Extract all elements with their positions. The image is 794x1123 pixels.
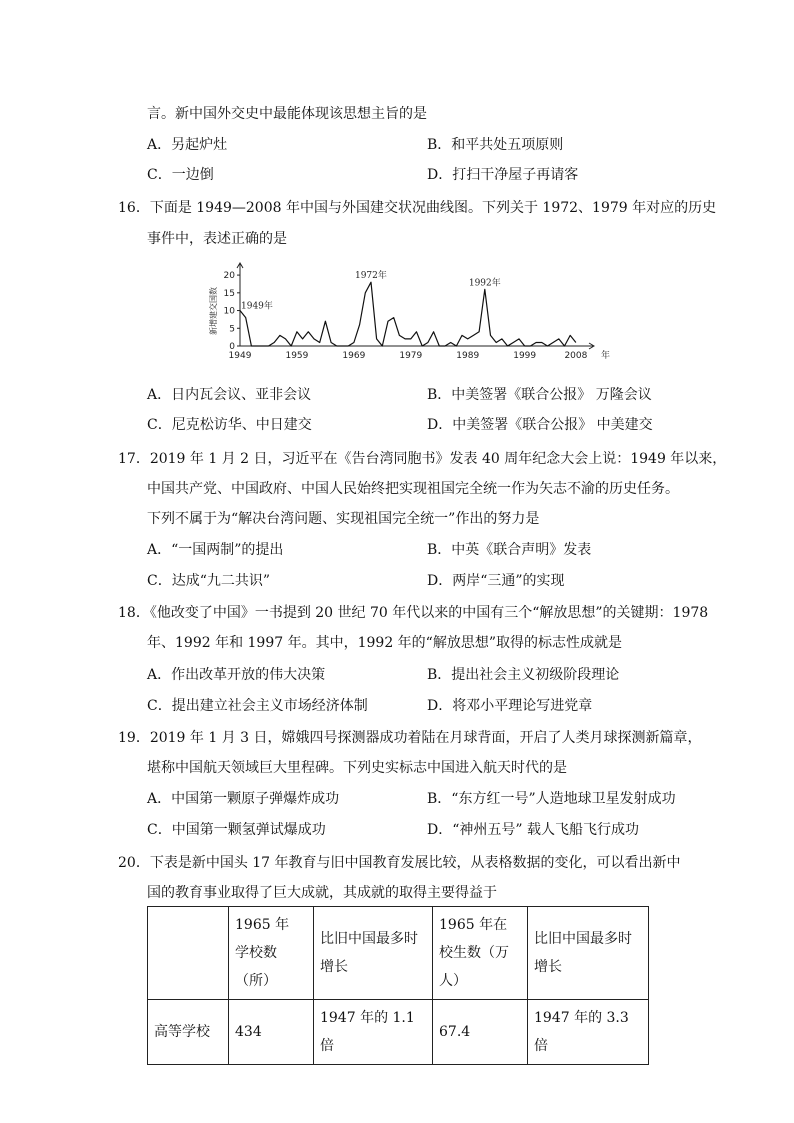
q18-stem-line1: 18．《他改变了中国》一书提到 20 世纪 70 年代以来的中国有三个“解放思想”的关键期：1978 — [118, 605, 709, 621]
y-tick-label: 20 — [223, 271, 235, 282]
x-tick-label: 1959 — [285, 351, 309, 361]
chart-annotations — [241, 269, 501, 311]
q18-option-d: D．将邓小平理论写进党章 — [427, 698, 593, 714]
q20-stem-line2: 国的教育事业取得了巨大成就，其成就的取得主要得益于 — [147, 885, 497, 901]
q16-stem-line1: 16．下面是 1949—2008 年中国与外国建交状况曲线图。下列关于 1972、1979 年对应的历史 — [118, 200, 717, 216]
table-header-cell: 比旧中国最多时增长 — [314, 907, 433, 1000]
q16-option-d: D．中美签署《联合公报》 中美建交 — [427, 417, 653, 433]
annotation-label: 1972年 — [354, 271, 387, 282]
diplomatic-relations-line-chart — [205, 262, 611, 370]
table-cell: 67.4 — [433, 1000, 528, 1065]
y-tick-label: 0 — [229, 342, 235, 352]
q17-option-b: B．中英《联合声明》发表 — [427, 542, 592, 558]
x-tick-label: 1969 — [342, 351, 366, 361]
table-cell: 1947 年的 3.3 倍 — [528, 1000, 649, 1065]
series-line — [240, 282, 576, 346]
q18-option-a: A．作出改革开放的伟大决策 — [147, 667, 326, 683]
q15-option-d: D．打扫干净屋子再请客 — [427, 167, 579, 183]
q15-stem: 言。新中国外交史中最能体现该思想主旨的是 — [147, 106, 427, 122]
x-tick-label: 1999 — [513, 351, 537, 361]
table-header-cell: 比旧中国最多时增长 — [528, 907, 649, 1000]
q17-stem-line1: 17．2019 年 1 月 2 日，习近平在《告台湾同胞书》发表 40 周年纪念大会上说：1949 年以来， — [118, 451, 727, 467]
q19-stem-line2: 堪称中国航天领域巨大里程碑。下列史实标志中国进入航天时代的是 — [147, 760, 567, 776]
q16-stem-line2: 事件中，表述正确的是 — [147, 231, 287, 247]
q19-option-d: D．“神州五号” 载人飞船飞行成功 — [427, 822, 639, 838]
q19-stem-line1: 19．2019 年 1 月 3 日，嫦娥四号探测器成功着陆在月球背面，开启了人类月球探测新篇章， — [118, 730, 702, 746]
q19-option-a: A．中国第一颗原子弹爆炸成功 — [147, 791, 340, 807]
q17-stem-line2: 中国共产党、中国政府、中国人民始终把实现祖国完全统一作为矢志不渝的历史任务。 — [147, 481, 679, 497]
x-tick-label: 1949 — [228, 351, 252, 361]
q16-option-c: C．尼克松访华、中日建交 — [147, 417, 312, 433]
chart-ticks — [208, 271, 610, 361]
x-tick-label: 2008 — [564, 351, 588, 361]
q19-option-b: B．“东方红一号”人造地球卫星发射成功 — [427, 791, 676, 807]
q18-stem-line2: 年、1992 年和 1997 年。其中，1992 年的“解放思想”取得的标志性成就是 — [147, 635, 623, 651]
chart-axes — [237, 263, 594, 349]
x-tick-label: 1989 — [456, 351, 480, 361]
q16-option-a: A．日内瓦会议、亚非会议 — [147, 387, 312, 403]
q17-option-a: A．“一国两制”的提出 — [147, 542, 284, 558]
chart-series — [240, 282, 576, 346]
q17-option-c: C．达成“九二共识” — [147, 573, 271, 589]
table-cell: 434 — [229, 1000, 314, 1065]
table-header-cell: 1965 年在校生数（万人） — [433, 907, 528, 1000]
q19-option-c: C．中国第一颗氢弹试爆成功 — [147, 822, 326, 838]
q15-option-c: C．一边倒 — [147, 167, 214, 183]
education-comparison-table — [147, 906, 649, 1065]
q17-option-d: D．两岸“三通”的实现 — [427, 573, 565, 589]
table-header-cell — [148, 907, 229, 1000]
q18-option-b: B．提出社会主义初级阶段理论 — [427, 667, 620, 683]
table-row — [148, 1000, 649, 1065]
x-tick-label: 1979 — [399, 351, 423, 361]
table-cell: 高等学校 — [148, 1000, 229, 1065]
q20-stem-line1: 20．下表是新中国头 17 年教育与旧中国教育发展比较，从表格数据的变化，可以看出新中 — [118, 855, 681, 871]
q15-option-b: B．和平共处五项原则 — [427, 137, 564, 153]
table-header-cell: 1965 年 学校数（所） — [229, 907, 314, 1000]
annotation-label: 1992年 — [468, 278, 501, 289]
table-cell: 1947 年的 1.1 倍 — [314, 1000, 433, 1065]
y-tick-label: 15 — [223, 288, 235, 299]
q18-option-c: C．提出建立社会主义市场经济体制 — [147, 698, 368, 714]
x-axis-label: 年 — [601, 351, 611, 361]
q17-stem-line3: 下列不属于为“解决台湾问题、实现祖国完全统一”作出的努力是 — [147, 511, 540, 527]
table-header-row — [148, 907, 649, 1000]
annotation-label: 1949年 — [241, 301, 273, 312]
q15-option-a: A．另起炉灶 — [147, 137, 228, 153]
y-axis-label: 新增建交国数 — [209, 287, 218, 335]
q16-option-b: B．中美签署《联合公报》 万隆会议 — [427, 387, 652, 403]
y-tick-label: 10 — [223, 306, 235, 317]
y-tick-label: 5 — [229, 324, 235, 335]
